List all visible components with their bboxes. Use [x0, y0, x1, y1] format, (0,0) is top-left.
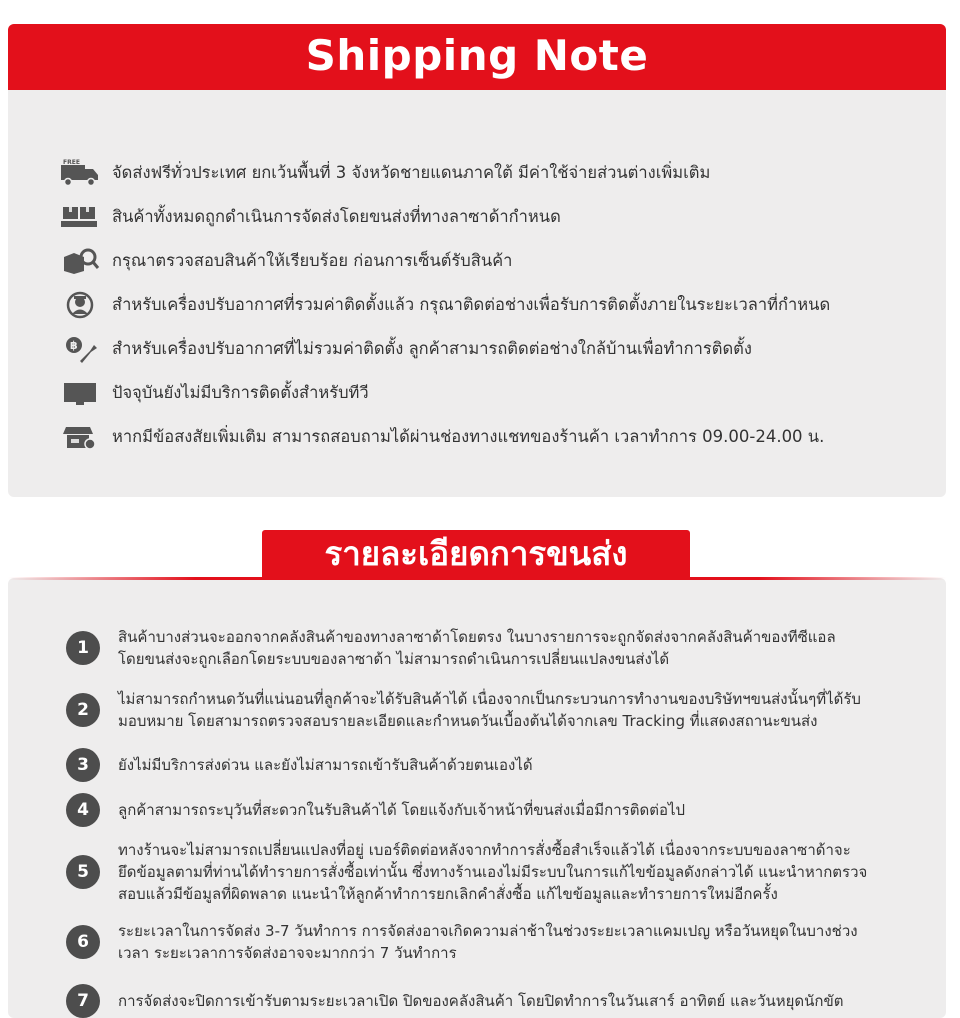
- step-text: ไม่สามารถกำหนดวันที่แน่นอนที่ลูกค้าจะได้รับสินค้าได้ เนื่องจากเป็นกระบวนการทำงานของบริษัทฯขนส่งนั้นๆที่ได้รับ มอบหมาย โดยสามารถตรวจสอบรายละเอียดและกำหนดวันเบื้องต้นได้จากเลข Tracking ที่แสดงสถานะขนส่ง: [118, 690, 861, 730]
- baht-tools-icon: [60, 334, 100, 364]
- note-text: จัดส่งฟรีทั่วประเทศ ยกเว้นพื้นที่ 3 จังหวัดชายแดนภาคใต้ มีค่าใช้จ่ายส่วนต่างเพิ่มเติม: [112, 163, 711, 182]
- step-item: [66, 748, 906, 782]
- step-text: ยังไม่มีบริการส่งด่วน และยังไม่สามารถเข้ารับสินค้าด้วยตนเองได้: [118, 756, 533, 774]
- free-truck-icon: [60, 158, 100, 188]
- svg-text:฿: ฿: [70, 339, 78, 352]
- shipping-details-title: รายละเอียดการขนส่ง: [262, 530, 690, 578]
- step-item: [66, 839, 906, 905]
- step-item: [66, 688, 906, 732]
- step-text: ระยะเวลาในการจัดส่ง 3-7 วันทำการ การจัดส่งอาจเกิดความล่าช้าในช่วงระยะเวลาแคมเปญ หรือวันหยุดในบางช่วง เวลา ระยะเวลาการจัดส่งอาจจะมากกว่า 7 วันทำการ: [118, 922, 858, 962]
- step-text: การจัดส่งจะปิดการเข้ารับตามระยะเวลาเปิด ปิดของคลังสินค้า โดยปิดทำการในวันเสาร์ อาทิตย์ และวันหยุดนักขัต: [118, 992, 844, 1010]
- technician-icon: [60, 290, 100, 320]
- step-number-badge: 4: [66, 793, 100, 827]
- note-text: สำหรับเครื่องปรับอากาศที่ไม่รวมค่าติดตั้ง ลูกค้าสามารถติดต่อช่างใกล้บ้านเพื่อทำการติดตั้ง: [112, 339, 752, 358]
- step-number-badge: 7: [66, 984, 100, 1018]
- note-item-contact: [60, 422, 824, 452]
- note-item-inspect: [60, 246, 512, 276]
- boxes-icon: [60, 202, 100, 232]
- note-item-ac-installed: [60, 290, 830, 320]
- inspect-box-icon: [60, 246, 100, 276]
- note-text: สำหรับเครื่องปรับอากาศที่รวมค่าติดตั้งแล้ว กรุณาติดต่อช่างเพื่อรับการติดตั้งภายในระยะเวลาที่กำหนด: [112, 295, 831, 314]
- note-text: กรุณาตรวจสอบสินค้าให้เรียบร้อย ก่อนการเซ็นต์รับสินค้า: [112, 251, 513, 270]
- step-number-badge: 1: [66, 631, 100, 665]
- note-item-ac-not-installed: [60, 334, 752, 364]
- step-text: ทางร้านจะไม่สามารถเปลี่ยนแปลงที่อยู่ เบอร์ติดต่อหลังจากทำการสั่งซื้อสำเร็จแล้วได้ เนื่องจากระบบของลาซาด้าจะ ยึดข้อมูลตามที่ท่านได้ทำรายการสั่งซื้อเท่านั้น ซึ่งทางร้านเองไม่มีระบบในการแก้ไขข้อมูลดังกล่าวได้ แนะนำหากตรวจ สอบแล้วมีข้อมูลที่ผิดพลาด แนะนำให้ลูกค้าทำการยกเลิกคำสั่งซื้อ แก้ไขข้อมูลและทำรายการใหม่อีกครั้ง: [118, 841, 868, 903]
- shop-chat-icon: [60, 422, 100, 452]
- note-text: ปัจจุบันยังไม่มีบริการติดตั้งสำหรับทีวี: [112, 383, 369, 402]
- note-text: หากมีข้อสงสัยเพิ่มเติม สามารถสอบถามได้ผ่านช่องทางแชทของร้านค้า เวลาทำการ 09.00-24.00 น.: [112, 427, 825, 446]
- note-item-free-shipping: [60, 158, 710, 188]
- step-number-badge: 2: [66, 693, 100, 727]
- step-number-badge: 5: [66, 855, 100, 889]
- step-item: [66, 626, 906, 670]
- note-item-tv: [60, 378, 369, 408]
- step-text: สินค้าบางส่วนจะออกจากคลังสินค้าของทางลาซาด้าโดยตรง ในบางรายการจะถูกจัดส่งจากคลังสินค้าของทีซีแอล โดยขนส่งจะถูกเลือกโดยระบบของลาซาด้า ไม่สามารถดำเนินการเปลี่ยนแปลงขนส่งได้: [118, 628, 836, 668]
- step-text: ลูกค้าสามารถระบุวันที่สะดวกในรับสินค้าได้ โดยแจ้งกับเจ้าหน้าที่ขนส่งเมื่อมีการติดต่อไป: [118, 801, 686, 819]
- note-text: สินค้าทั้งหมดถูกดำเนินการจัดส่งโดยขนส่งที่ทางลาซาด้ากำหนด: [112, 207, 561, 226]
- step-number-badge: 3: [66, 748, 100, 782]
- tv-icon: [60, 378, 100, 408]
- shipping-note-title: Shipping Note: [8, 24, 946, 90]
- step-item: [66, 793, 906, 827]
- step-item: [66, 920, 906, 964]
- step-item: [66, 984, 906, 1018]
- step-number-badge: 6: [66, 925, 100, 959]
- svg-text:FREE: FREE: [63, 159, 80, 166]
- note-item-carrier: [60, 202, 561, 232]
